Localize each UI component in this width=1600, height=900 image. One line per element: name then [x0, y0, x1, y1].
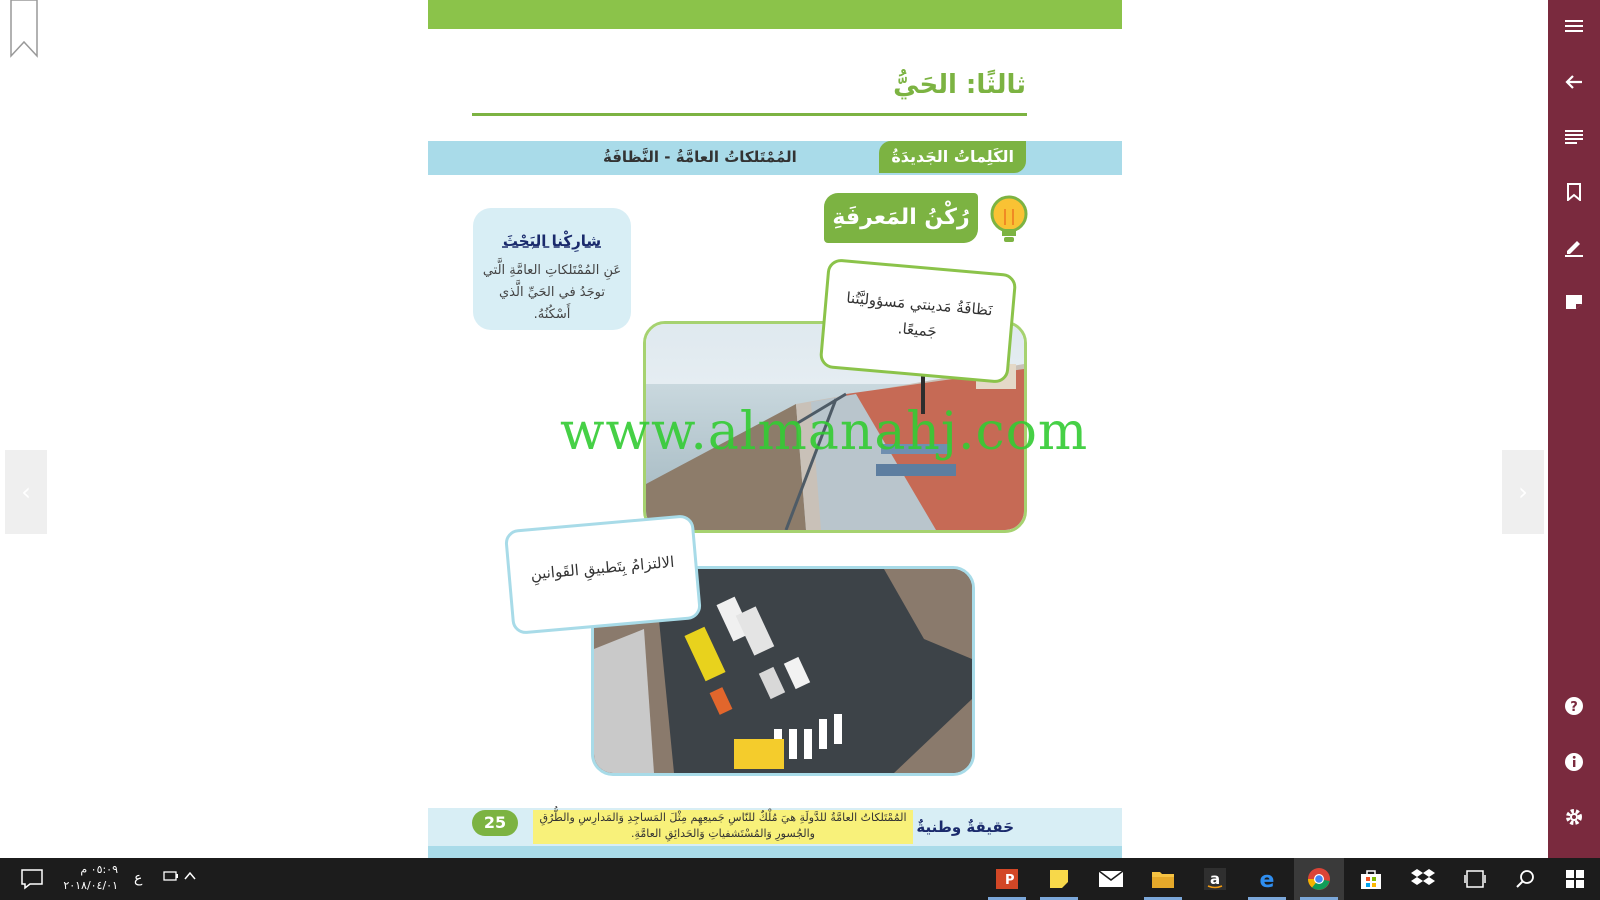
national-fact-strip: [428, 808, 1122, 846]
taskbar-edge[interactable]: [1242, 858, 1292, 900]
help-button[interactable]: [1548, 686, 1600, 726]
amazon-icon: [1204, 868, 1226, 890]
start-button[interactable]: [1550, 858, 1600, 900]
vocabulary-strip: [428, 141, 1122, 175]
clock-time: ٠٥:٠٩ م: [80, 863, 118, 876]
vocabulary-tab: الكَلِماتُ الجَديدَةُ: [879, 141, 1026, 173]
previous-page-button[interactable]: [5, 450, 47, 534]
windows-logo-icon: [1565, 869, 1585, 889]
bookmark-ribbon-icon[interactable]: [9, 0, 39, 58]
taskbar-powerpoint[interactable]: [982, 858, 1032, 900]
system-clock[interactable]: [58, 862, 118, 894]
toc-icon: [1565, 130, 1583, 144]
watermark-text: www.almanahj.com: [560, 402, 1089, 462]
taskbar-store[interactable]: [1346, 858, 1396, 900]
mail-icon: [1098, 870, 1124, 888]
section-title: ثالثًا: الحَيُّ: [893, 70, 1026, 100]
page-number-badge: 25: [472, 810, 518, 836]
research-box: [473, 208, 631, 330]
cleanliness-speech-bubble: نَظافَةُ مَدينتي مَسؤوليَّتُنا جَميعًا.: [819, 258, 1018, 384]
page-footer-bar: [428, 846, 1122, 858]
dropbox-icon: [1411, 868, 1435, 890]
page-header-bar: [428, 0, 1122, 29]
search-icon: [1515, 869, 1535, 889]
table-of-contents-button[interactable]: [1548, 117, 1600, 157]
title-divider: [472, 113, 1027, 116]
svg-text:e: e: [1259, 868, 1275, 891]
pen-icon: [1564, 237, 1584, 257]
menu-button[interactable]: [1548, 6, 1600, 46]
taskbar-dropbox[interactable]: [1398, 858, 1448, 900]
svg-text:a: a: [1209, 870, 1221, 888]
national-fact-text: المُمْتَلكاتُ العامَّةُ للدَّولَةِ هيَ مُلْكٌ للنّاسِ جَميعِهِم مِثْلَ المَساجِدِ وَالمَدارِسِ والطُّرُقِ والجُسورِ وَالمُسْتَشفياتِ وَالحَدائِقِ العامَّةِ.: [533, 810, 913, 844]
tablet-mode-icon: [1464, 869, 1486, 889]
store-icon: [1360, 868, 1382, 890]
back-button[interactable]: [1548, 62, 1600, 102]
settings-button[interactable]: [1548, 797, 1600, 837]
taskbar-file-explorer[interactable]: [1138, 858, 1188, 900]
research-title: شارِكْنا البَحْثَ: [502, 232, 602, 250]
notes-button[interactable]: [1548, 282, 1600, 322]
system-tray[interactable]: [163, 870, 197, 885]
info-icon: [1564, 752, 1584, 772]
vocabulary-words: المُمْتَلكاتُ العامَّةُ - النَّظافَةُ: [603, 148, 797, 166]
info-button[interactable]: [1548, 742, 1600, 782]
taskbar-tablet-mode[interactable]: [1450, 858, 1500, 900]
settings-icon: [1564, 807, 1584, 827]
help-icon: [1564, 696, 1584, 716]
action-center-icon[interactable]: [20, 868, 44, 890]
national-fact-label: حَقيقةٌ وطنيةٌ: [916, 818, 1014, 836]
taskbar-sticky-notes[interactable]: [1034, 858, 1084, 900]
chrome-icon: [1307, 867, 1331, 891]
bookmark-icon: [1567, 183, 1581, 201]
powerpoint-icon: [994, 867, 1020, 891]
chevron-up-icon: [183, 870, 197, 882]
clock-date: ٢٠١٨/٠٤/٠١: [63, 879, 118, 892]
knowledge-corner-badge: رُكْنُ المَعرفَةِ: [824, 193, 978, 243]
taskbar-amazon[interactable]: [1190, 858, 1240, 900]
reader-sidebar: [1548, 0, 1600, 858]
svg-text:?: ?: [1570, 700, 1578, 715]
input-language-indicator[interactable]: ع: [134, 870, 143, 886]
research-text: عَنِ المُمْتَلكاتِ العامَّةِ الَّتي توجَدُ في الحَيِّ الَّذي أَسْكُنُهُ.: [482, 263, 622, 322]
taskbar-chrome[interactable]: [1294, 858, 1344, 900]
svg-text:P: P: [1005, 873, 1015, 888]
laws-speech-bubble: الالتزامُ بِتَطبيقِ القَوانينِ: [504, 514, 702, 635]
folder-icon: [1151, 869, 1175, 889]
windows-taskbar: [0, 858, 1600, 900]
note-icon: [1565, 294, 1583, 310]
taskbar-search[interactable]: [1500, 858, 1550, 900]
back-icon: [1565, 74, 1583, 90]
taskbar-mail[interactable]: [1086, 858, 1136, 900]
battery-icon: [163, 870, 179, 882]
bookmarks-button[interactable]: [1548, 172, 1600, 212]
chevron-right-icon: ›: [1518, 478, 1528, 506]
edge-icon: [1255, 867, 1279, 891]
next-page-button[interactable]: [1502, 450, 1544, 534]
chevron-left-icon: ‹: [21, 478, 31, 506]
lightbulb-icon: [988, 195, 1030, 245]
sticky-notes-icon: [1048, 868, 1070, 890]
annotate-button[interactable]: [1548, 227, 1600, 267]
menu-icon: [1565, 19, 1583, 33]
